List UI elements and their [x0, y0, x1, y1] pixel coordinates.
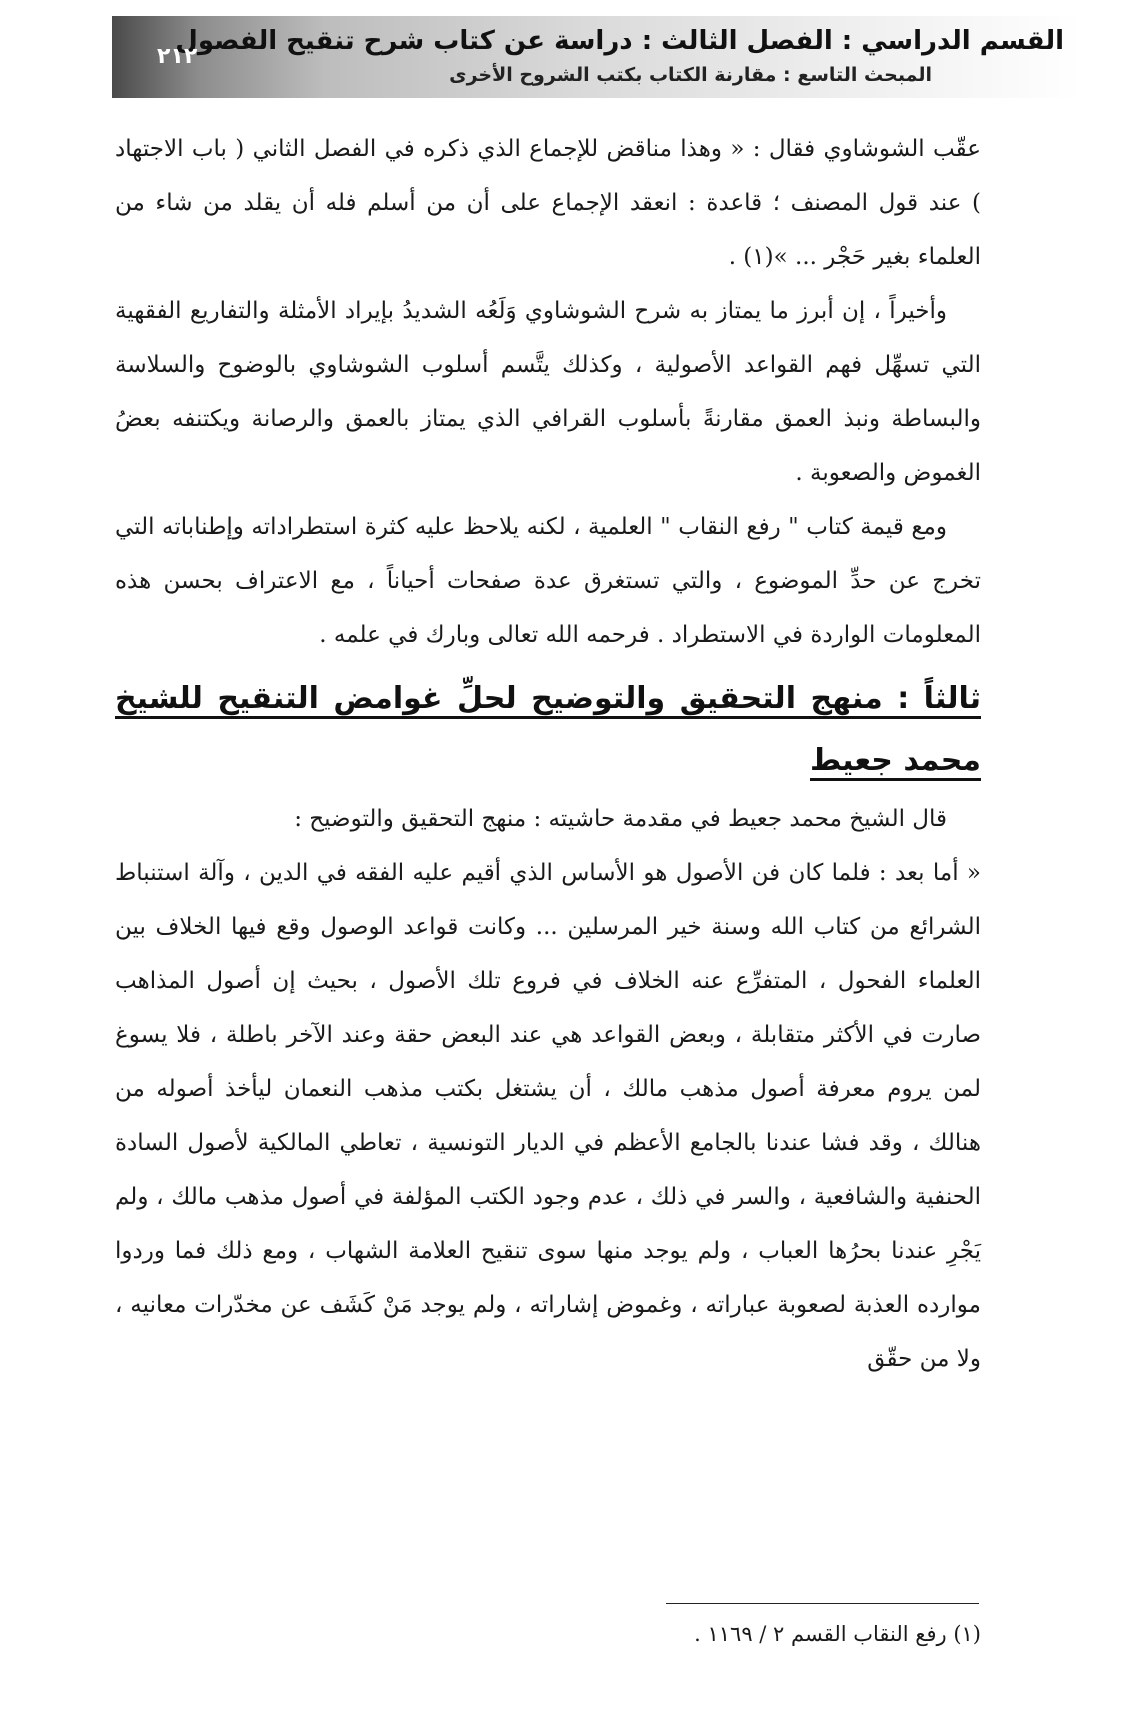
- body-paragraph-1: عقّب الشوشاوي فقال : « وهذا مناقض للإجماع الذي ذكره في الفصل الثاني ( باب الاجتهاد ) عند قول المصنف ؛ قاعدة : انعقد الإجماع على أن من أسلم فله أن يقلد من شاء من العلماء بغير حَجْر ... »(١) .: [115, 136, 981, 270]
- page-body: [115, 122, 981, 1386]
- running-header: [112, 16, 1082, 98]
- footnote-divider: [666, 1603, 979, 1604]
- body-paragraph-2: وأخيراً ، إن أبرز ما يمتاز به شرح الشوشاوي وَلَعُه الشديدُ بإيراد الأمثلة والتفاريع الفقهية التي تسهِّل فهم القواعد الأصولية ، وكذلك يتَّسم أسلوب الشوشاوي بالوضوح والسلاسة والبساطة ونبذ العمق مقارنةً بأسلوب القرافي الذي يمتاز بالعمق والرصانة ويكتنفه بعضُ الغموض والصعوبة .: [115, 298, 981, 486]
- body-paragraph-4: قال الشيخ محمد جعيط في مقدمة حاشيته : منهج التحقيق والتوضيح :: [294, 806, 947, 832]
- quoted-paragraph: « أما بعد : فلما كان فن الأصول هو الأساس الذي أقيم عليه الفقه في الدين ، وآلة استنباط الشرائع من كتاب الله وسنة خير المرسلين ... وكانت قواعد الوصول وقع فيها الخلاف بين العلماء الفحول ، المتفرِّع عنه الخلاف في فروع تلك الأصول ، بحيث إن أصول المذاهب صارت في الأكثر متقابلة ، وبعض القواعد هي عند البعض حقة وعند الآخر باطلة ، فلا يسوغ لمن يروم معرفة أصول مذهب مالك ، أن يشتغل بكتب مذهب النعمان ليأخذ أصوله من هنالك ، وقد فشا عندنا بالجامع الأعظم في الديار التونسية ، تعاطي المالكية لأصول السادة الحنفية والشافعية ، والسر في ذلك ، عدم وجود الكتب المؤلفة في أصول مذهب مالك ، ولم يَجْرِ عندنا بحرُها العباب ، ولم يوجد منها سوى تنقيح العلامة الشهاب ، ومع ذلك فما وردوا موارده العذبة لصعوبة عباراته ، وغموض إشاراته ، ولم يوجد مَنْ كَشَف عن مخدّرات معانيه ، ولا من حقّق: [115, 860, 981, 1372]
- page-number: ٢١٢: [157, 44, 198, 69]
- header-section-title: المبحث التاسع : مقارنة الكتاب بكتب الشروح الأخرى: [449, 64, 932, 86]
- section-heading: ثالثاً : منهج التحقيق والتوضيح لحلِّ غوامض التنقيح للشيخ محمد جعيط: [115, 681, 981, 778]
- footnote: (١) رفع النقاب القسم ٢ / ١١٦٩ .: [694, 1622, 981, 1646]
- header-chapter-title: القسم الدراسي : الفصل الثالث : دراسة عن كتاب شرح تنقيح الفصول: [175, 26, 1064, 56]
- body-paragraph-3: ومع قيمة كتاب " رفع النقاب " العلمية ، لكنه يلاحظ عليه كثرة استطراداته وإطناباته التي تخرج عن حدِّ الموضوع ، والتي تستغرق عدة صفحات أحياناً ، مع الاعتراف بحسن هذه المعلومات الواردة في الاستطراد . فرحمه الله تعالى وبارك في علمه .: [115, 514, 981, 648]
